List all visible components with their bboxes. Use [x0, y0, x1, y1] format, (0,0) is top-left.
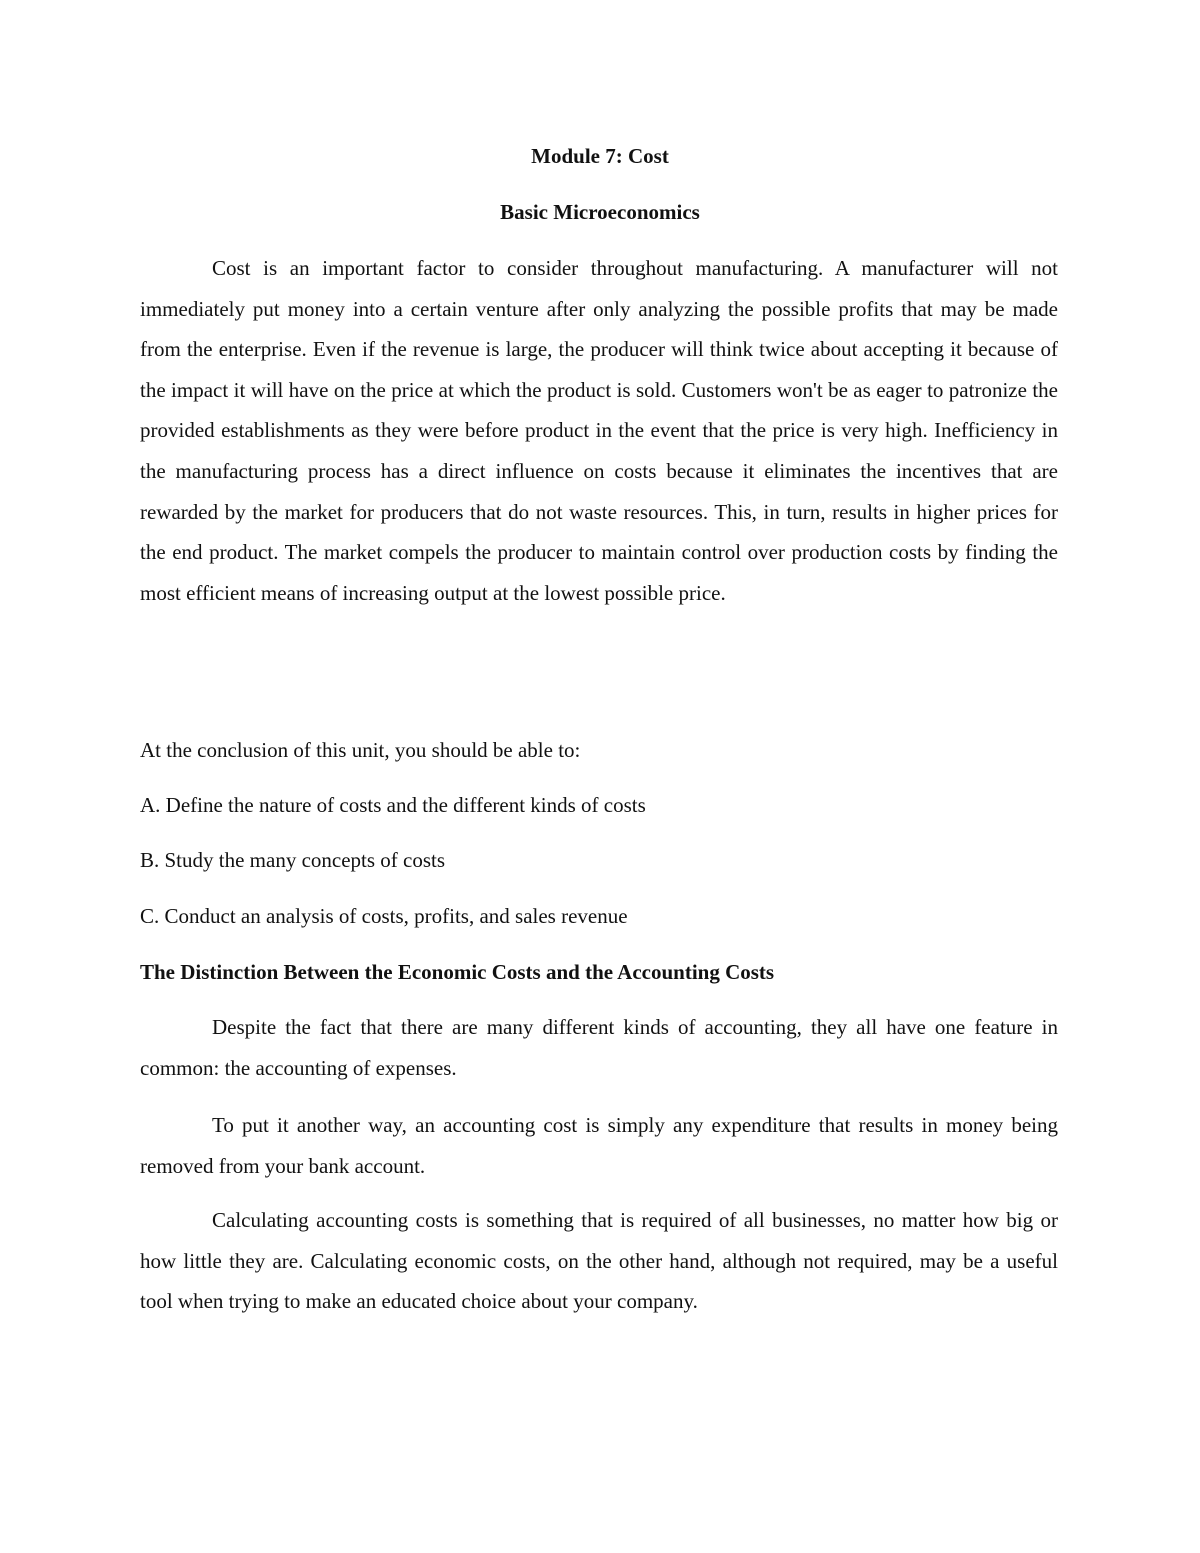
objective-item-c: C. Conduct an analysis of costs, profits, and sales revenue	[140, 904, 628, 928]
section-paragraph-3: Calculating accounting costs is something that is required of all businesses, no matter how big or how little they are. Calculating economic costs, on the other hand, although not required, may be a useful tool when trying to make an educated choice about your company.	[140, 1208, 1058, 1314]
document-subtitle: Basic Microeconomics	[500, 200, 700, 224]
section-paragraph-1: Despite the fact that there are many different kinds of accounting, they all have one feature in common: the accounting of expenses.	[140, 1015, 1058, 1080]
section-paragraph-2: To put it another way, an accounting cost is simply any expenditure that results in money being removed from your bank account.	[140, 1113, 1058, 1178]
intro-paragraph: Cost is an important factor to consider throughout manufacturing. A manufacturer will not immediately put money into a certain venture after only analyzing the possible profits that may be made from the enterprise. Even if the revenue is large, the producer will think twice about accepting it because of the impact it will have on the price at which the product is sold. Customers won't be as eager to patronize the provided establishments as they were before product in the event that the price is very high. Inefficiency in the manufacturing process has a direct influence on costs because it eliminates the incentives that are rewarded by the market for producers that do not waste resources. This, in turn, results in higher prices for the end product. The market compels the producer to maintain control over production costs by finding the most efficient means of increasing output at the lowest possible price.	[140, 256, 1058, 605]
objective-item-a: A. Define the nature of costs and the different kinds of costs	[140, 793, 646, 817]
objective-item-b: B. Study the many concepts of costs	[140, 848, 446, 872]
document-title: Module 7: Cost	[531, 144, 669, 168]
section-heading: The Distinction Between the Economic Costs and the Accounting Costs	[140, 960, 775, 984]
objectives-intro: At the conclusion of this unit, you should be able to:	[140, 738, 581, 762]
